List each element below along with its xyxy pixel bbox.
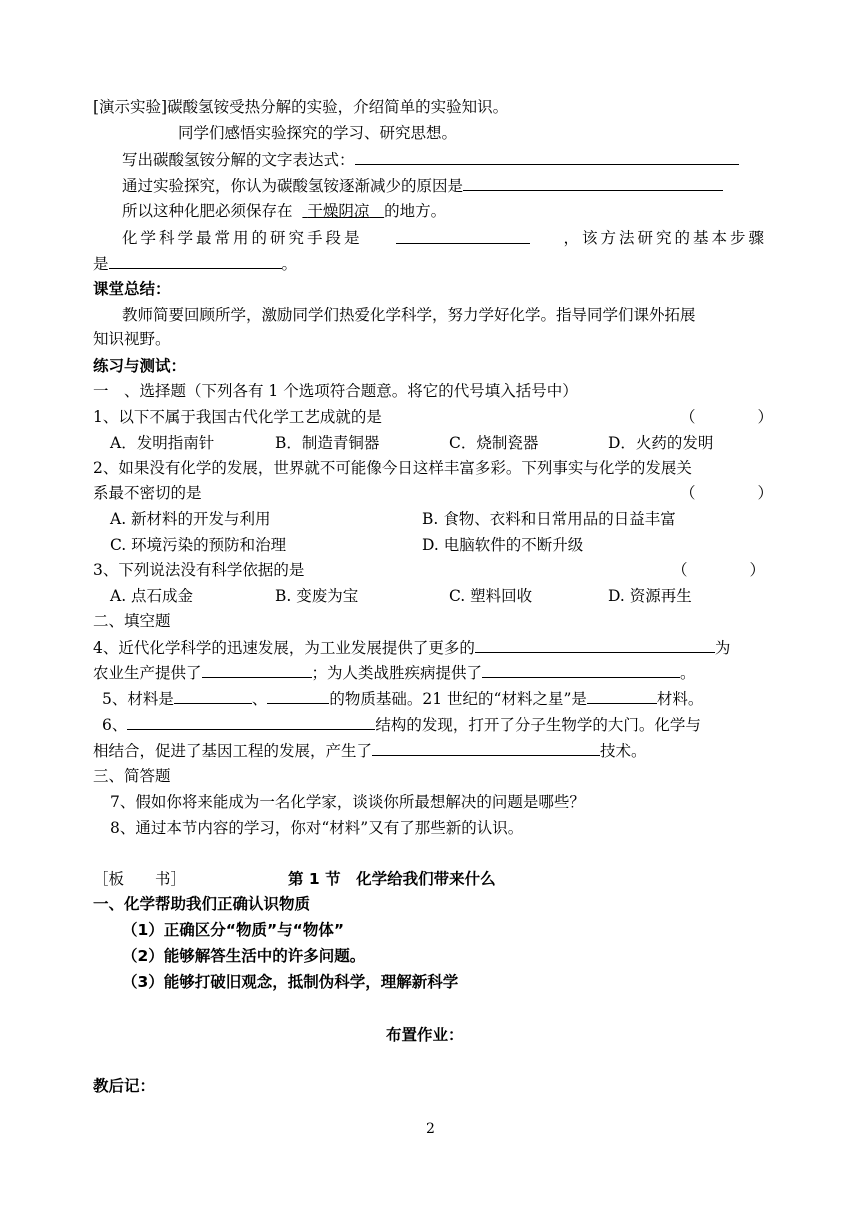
question-4-text-d: ；为人类战胜疾病提供了 bbox=[311, 664, 483, 682]
section-choice-heading: 一 、选择题（下列各有 1 个选项符合题意。将它的代号填入括号中） bbox=[93, 382, 578, 400]
demo-line-5 bbox=[122, 201, 446, 221]
question-6-line-2 bbox=[93, 740, 647, 761]
page-number: 2 bbox=[426, 1121, 435, 1137]
demo-text-5b: 的地方。 bbox=[384, 202, 447, 220]
section-short-answer-heading: 三、简答题 bbox=[93, 767, 171, 785]
option-a[interactable]: A. 新材料的开发与利用 bbox=[110, 510, 271, 528]
demo-text-5a: 所以这种化肥必须保存在 bbox=[122, 202, 293, 220]
question-1: 1、以下不属于我国古代化学工艺成就的是 bbox=[93, 408, 382, 426]
question-6-text-d: 技术。 bbox=[600, 742, 647, 760]
question-5-text-b: 、 bbox=[251, 690, 268, 708]
demo-text-7b: 。 bbox=[281, 255, 298, 273]
question-6-text-b: 结构的发现，打开了分子生物学的大门。化学与 bbox=[375, 716, 701, 734]
option-b[interactable]: B．制造青铜器 bbox=[275, 434, 380, 452]
demo-text-4: 通过实验探究，你认为碳酸氢铵逐渐减少的原因是 bbox=[122, 177, 464, 195]
board-point-3: （3）能够打破旧观念，抵制伪科学，理解新科学 bbox=[122, 973, 459, 991]
answer-parens[interactable]: （ ） bbox=[672, 561, 766, 579]
question-4-text-b: 为 bbox=[714, 639, 731, 657]
question-7: 7、假如你将来能成为一名化学家，谈谈你所最想解决的问题是哪些？ bbox=[110, 793, 585, 811]
filled-answer: 干燥阴凉 bbox=[307, 202, 370, 220]
answer-blank[interactable] bbox=[482, 662, 680, 678]
answer-blank[interactable] bbox=[109, 253, 282, 269]
answer-blank[interactable] bbox=[475, 637, 715, 653]
question-5-text-c: 的物质基础。21 世纪的“材料之星”是 bbox=[329, 690, 587, 708]
demo-line-7 bbox=[93, 253, 297, 274]
section-fill-heading: 二、填空题 bbox=[93, 612, 171, 630]
demo-line-2: 同学们感悟实验探究的学习、研究思想。 bbox=[178, 124, 458, 142]
reflection-heading: 教后记： bbox=[93, 1077, 156, 1095]
option-c[interactable]: C. 环境污染的预防和治理 bbox=[110, 536, 287, 554]
answer-blank[interactable] bbox=[587, 688, 657, 704]
summary-text-2: 知识视野。 bbox=[93, 330, 171, 348]
answer-blank[interactable] bbox=[355, 149, 739, 165]
question-6-line-1 bbox=[102, 714, 701, 735]
question-5-text-d: 材料。 bbox=[656, 690, 704, 708]
demo-line-4 bbox=[122, 175, 723, 196]
homework-heading: 布置作业： bbox=[386, 1026, 464, 1044]
question-8: 8、通过本节内容的学习，你对“材料”又有了那些新的认识。 bbox=[110, 819, 524, 837]
answer-parens[interactable]: （ ） bbox=[680, 484, 774, 502]
question-2-line-1: 2、如果没有化学的发展，世界就不可能像今日这样丰富多彩。下列事实与化学的发展关 bbox=[93, 459, 692, 477]
option-d[interactable]: D．火药的发明 bbox=[608, 434, 714, 452]
summary-text-1: 教师简要回顾所学，激励同学们热爱化学科学，努力学好化学。指导同学们课外拓展 bbox=[122, 306, 696, 324]
question-3: 3、下列说法没有科学依据的是 bbox=[93, 561, 305, 579]
demo-line-3 bbox=[122, 149, 739, 170]
answer-blank[interactable] bbox=[202, 662, 312, 678]
answer-blank[interactable] bbox=[463, 175, 723, 191]
option-a[interactable]: A. 点石成金 bbox=[110, 587, 194, 605]
demo-line-1 bbox=[93, 97, 508, 117]
question-4-text-a: 4、近代化学科学的迅速发展，为工业发展提供了更多的 bbox=[93, 639, 475, 657]
answer-blank[interactable] bbox=[127, 714, 375, 730]
question-4-line-1 bbox=[93, 637, 730, 658]
option-b[interactable]: B. 变废为宝 bbox=[275, 587, 359, 605]
answer-parens[interactable]: （ ） bbox=[680, 408, 774, 426]
board-title: 第 1 节 化学给我们带来什么 bbox=[288, 870, 496, 888]
demo-text-6b: ，该方法研究的基本步骤 bbox=[563, 229, 767, 247]
question-4-text-e: 。 bbox=[680, 664, 696, 682]
answer-blank[interactable] bbox=[267, 688, 329, 704]
answer-blank[interactable] bbox=[396, 228, 530, 244]
demo-text-6a: 化学科学最常用的研究手段是 bbox=[122, 229, 363, 247]
option-d[interactable]: D. 电脑软件的不断升级 bbox=[422, 536, 584, 554]
answer-blank[interactable] bbox=[174, 688, 252, 704]
question-6-text-c: 相结合，促进了基因工程的发展，产生了 bbox=[93, 742, 373, 760]
option-b[interactable]: B. 食物、衣料和日常用品的日益丰富 bbox=[422, 510, 676, 528]
option-d[interactable]: D. 资源再生 bbox=[608, 587, 692, 605]
board-point-1: （1）正确区分“物质”与“物体” bbox=[122, 921, 345, 939]
demo-text-1: 碳酸氢铵受热分解的实验，介绍简单的实验知识。 bbox=[167, 98, 509, 116]
board-point-2: （2）能够解答生活中的许多问题。 bbox=[122, 947, 366, 965]
question-5-text-a: 5、材料是 bbox=[102, 690, 174, 708]
option-a[interactable]: A．发明指南针 bbox=[110, 434, 215, 452]
demo-tag: [演示实验] bbox=[93, 98, 168, 116]
summary-heading: 课堂总结： bbox=[93, 280, 171, 298]
demo-text-3: 写出碳酸氢铵分解的文字表达式： bbox=[122, 151, 355, 169]
question-4-line-2 bbox=[93, 662, 696, 683]
question-2-line-2: 系最不密切的是 bbox=[93, 484, 202, 502]
answer-blank[interactable] bbox=[372, 740, 600, 756]
question-6-text-a: 6、 bbox=[102, 716, 128, 734]
board-tag: ［板 书］ bbox=[93, 870, 187, 888]
option-c[interactable]: C．烧制瓷器 bbox=[449, 434, 539, 452]
demo-line-6 bbox=[122, 228, 767, 248]
board-heading-1: 一、化学帮助我们正确认识物质 bbox=[93, 895, 311, 913]
question-4-text-c: 农业生产提供了 bbox=[93, 664, 202, 682]
question-5 bbox=[102, 688, 703, 709]
demo-text-7a: 是 bbox=[93, 255, 109, 273]
practice-heading: 练习与测试： bbox=[93, 357, 187, 375]
option-c[interactable]: C. 塑料回收 bbox=[449, 587, 533, 605]
